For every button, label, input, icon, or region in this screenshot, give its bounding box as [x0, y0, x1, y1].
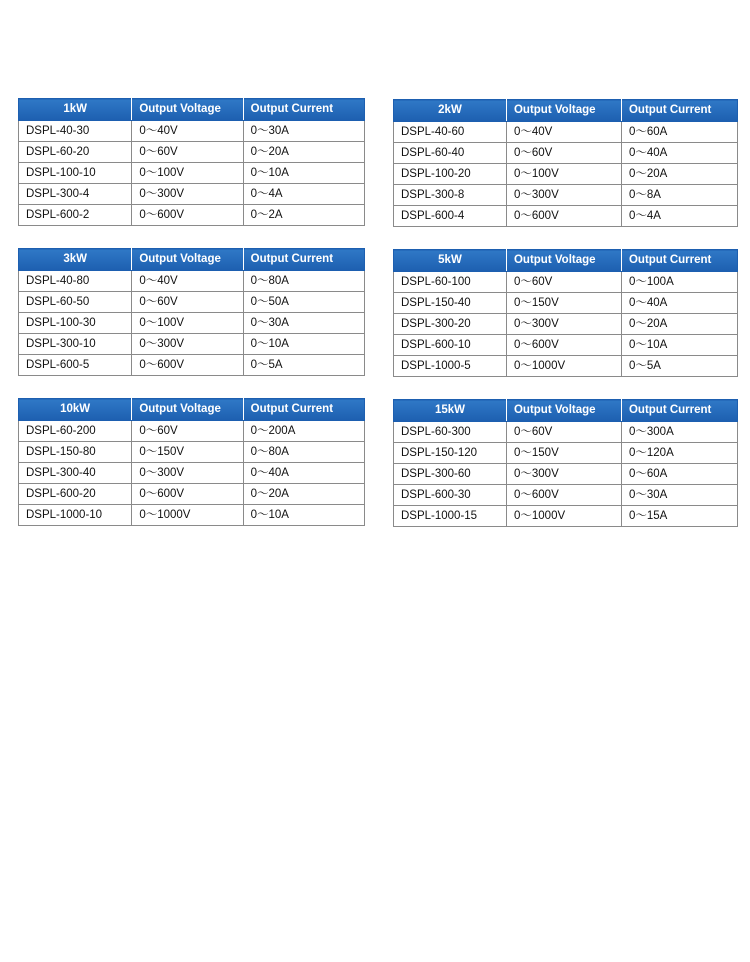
table-row [394, 143, 738, 164]
model-cell: DSPL-600-20 [19, 484, 132, 505]
voltage-cell: 0～100V [506, 164, 621, 185]
table-row [19, 271, 365, 292]
output-current-header: Output Current [243, 249, 364, 271]
table-row [19, 355, 365, 376]
table-row [19, 421, 365, 442]
table-row [394, 506, 738, 527]
table-row [19, 163, 365, 184]
power-rating-header: 15kW [394, 400, 507, 422]
model-cell: DSPL-600-2 [19, 205, 132, 226]
voltage-cell: 0～60V [132, 421, 243, 442]
table-row [394, 272, 738, 293]
current-cell: 0～4A [243, 184, 364, 205]
model-cell: DSPL-600-30 [394, 485, 507, 506]
table-row [394, 464, 738, 485]
current-cell: 0～80A [243, 442, 364, 463]
model-cell: DSPL-300-4 [19, 184, 132, 205]
table-row [394, 122, 738, 143]
output-voltage-header: Output Voltage [132, 399, 243, 421]
table-row [19, 442, 365, 463]
model-cell: DSPL-300-60 [394, 464, 507, 485]
model-cell: DSPL-300-10 [19, 334, 132, 355]
power-rating-header: 2kW [394, 100, 507, 122]
table-row [19, 463, 365, 484]
voltage-cell: 0～600V [132, 205, 243, 226]
current-cell: 0～5A [243, 355, 364, 376]
current-cell: 0～120A [621, 443, 737, 464]
voltage-cell: 0～1000V [506, 356, 621, 377]
voltage-cell: 0～150V [506, 443, 621, 464]
current-cell: 0～8A [621, 185, 737, 206]
voltage-cell: 0～600V [506, 485, 621, 506]
model-cell: DSPL-100-20 [394, 164, 507, 185]
table-row [394, 314, 738, 335]
table-header [394, 250, 738, 272]
model-cell: DSPL-40-80 [19, 271, 132, 292]
voltage-cell: 0～300V [132, 184, 243, 205]
power-rating-header: 10kW [19, 399, 132, 421]
model-cell: DSPL-60-40 [394, 143, 507, 164]
table-header [394, 400, 738, 422]
voltage-cell: 0～300V [132, 334, 243, 355]
current-cell: 0～40A [621, 143, 737, 164]
model-cell: DSPL-600-10 [394, 335, 507, 356]
table-row [394, 206, 738, 227]
table-row [19, 142, 365, 163]
current-cell: 0～60A [621, 122, 737, 143]
voltage-cell: 0～100V [132, 163, 243, 184]
current-cell: 0～2A [243, 205, 364, 226]
current-cell: 0～60A [621, 464, 737, 485]
table-row [394, 485, 738, 506]
spec-table-15kw [393, 399, 738, 527]
model-cell: DSPL-60-20 [19, 142, 132, 163]
current-cell: 0～10A [243, 334, 364, 355]
current-cell: 0～300A [621, 422, 737, 443]
model-cell: DSPL-150-40 [394, 293, 507, 314]
model-cell: DSPL-1000-5 [394, 356, 507, 377]
output-current-header: Output Current [621, 250, 737, 272]
model-cell: DSPL-60-200 [19, 421, 132, 442]
output-current-header: Output Current [243, 399, 364, 421]
voltage-cell: 0～150V [132, 442, 243, 463]
output-voltage-header: Output Voltage [506, 400, 621, 422]
model-cell: DSPL-150-120 [394, 443, 507, 464]
table-row [394, 293, 738, 314]
voltage-cell: 0～600V [132, 484, 243, 505]
spec-table-10kw [18, 398, 365, 526]
current-cell: 0～100A [621, 272, 737, 293]
model-cell: DSPL-1000-15 [394, 506, 507, 527]
table-header [19, 399, 365, 421]
model-cell: DSPL-150-80 [19, 442, 132, 463]
model-cell: DSPL-60-50 [19, 292, 132, 313]
table-row [394, 422, 738, 443]
current-cell: 0～40A [243, 463, 364, 484]
voltage-cell: 0～300V [506, 464, 621, 485]
table-row [19, 184, 365, 205]
spec-table-1kw [18, 98, 365, 226]
table-header [394, 100, 738, 122]
current-cell: 0～30A [243, 121, 364, 142]
model-cell: DSPL-1000-10 [19, 505, 132, 526]
voltage-cell: 0～600V [506, 335, 621, 356]
output-voltage-header: Output Voltage [506, 100, 621, 122]
output-voltage-header: Output Voltage [506, 250, 621, 272]
voltage-cell: 0～60V [506, 272, 621, 293]
voltage-cell: 0～1000V [506, 506, 621, 527]
current-cell: 0～15A [621, 506, 737, 527]
model-cell: DSPL-300-40 [19, 463, 132, 484]
spec-table-5kw [393, 249, 738, 377]
voltage-cell: 0～300V [506, 314, 621, 335]
current-cell: 0～50A [243, 292, 364, 313]
voltage-cell: 0～300V [132, 463, 243, 484]
model-cell: DSPL-40-60 [394, 122, 507, 143]
output-voltage-header: Output Voltage [132, 249, 243, 271]
table-row [19, 121, 365, 142]
model-cell: DSPL-60-100 [394, 272, 507, 293]
spec-table-3kw [18, 248, 365, 376]
voltage-cell: 0～40V [132, 271, 243, 292]
current-cell: 0～10A [243, 163, 364, 184]
table-row [394, 443, 738, 464]
table-row [19, 313, 365, 334]
voltage-cell: 0～60V [506, 422, 621, 443]
table-row [19, 292, 365, 313]
table-header [19, 99, 365, 121]
current-cell: 0～200A [243, 421, 364, 442]
current-cell: 0～20A [621, 314, 737, 335]
voltage-cell: 0～1000V [132, 505, 243, 526]
model-cell: DSPL-100-10 [19, 163, 132, 184]
output-current-header: Output Current [243, 99, 364, 121]
table-row [394, 185, 738, 206]
voltage-cell: 0～60V [132, 142, 243, 163]
table-header [19, 249, 365, 271]
current-cell: 0～20A [243, 142, 364, 163]
power-rating-header: 3kW [19, 249, 132, 271]
model-cell: DSPL-600-5 [19, 355, 132, 376]
current-cell: 0～30A [243, 313, 364, 334]
current-cell: 0～80A [243, 271, 364, 292]
current-cell: 0～10A [243, 505, 364, 526]
output-current-header: Output Current [621, 100, 737, 122]
table-row [19, 505, 365, 526]
table-row [394, 164, 738, 185]
table-row [19, 205, 365, 226]
voltage-cell: 0～60V [132, 292, 243, 313]
power-rating-header: 1kW [19, 99, 132, 121]
voltage-cell: 0～300V [506, 185, 621, 206]
output-voltage-header: Output Voltage [132, 99, 243, 121]
model-cell: DSPL-40-30 [19, 121, 132, 142]
voltage-cell: 0～150V [506, 293, 621, 314]
spec-table-2kw [393, 99, 738, 227]
table-row [394, 335, 738, 356]
table-row [394, 356, 738, 377]
current-cell: 0～20A [621, 164, 737, 185]
current-cell: 0～4A [621, 206, 737, 227]
voltage-cell: 0～40V [506, 122, 621, 143]
model-cell: DSPL-100-30 [19, 313, 132, 334]
power-rating-header: 5kW [394, 250, 507, 272]
current-cell: 0～40A [621, 293, 737, 314]
model-cell: DSPL-600-4 [394, 206, 507, 227]
voltage-cell: 0～60V [506, 143, 621, 164]
voltage-cell: 0～100V [132, 313, 243, 334]
table-row [19, 484, 365, 505]
table-row [19, 334, 365, 355]
voltage-cell: 0～600V [132, 355, 243, 376]
voltage-cell: 0～40V [132, 121, 243, 142]
current-cell: 0～5A [621, 356, 737, 377]
current-cell: 0～10A [621, 335, 737, 356]
model-cell: DSPL-300-20 [394, 314, 507, 335]
current-cell: 0～20A [243, 484, 364, 505]
output-current-header: Output Current [621, 400, 737, 422]
model-cell: DSPL-300-8 [394, 185, 507, 206]
model-cell: DSPL-60-300 [394, 422, 507, 443]
current-cell: 0～30A [621, 485, 737, 506]
voltage-cell: 0～600V [506, 206, 621, 227]
